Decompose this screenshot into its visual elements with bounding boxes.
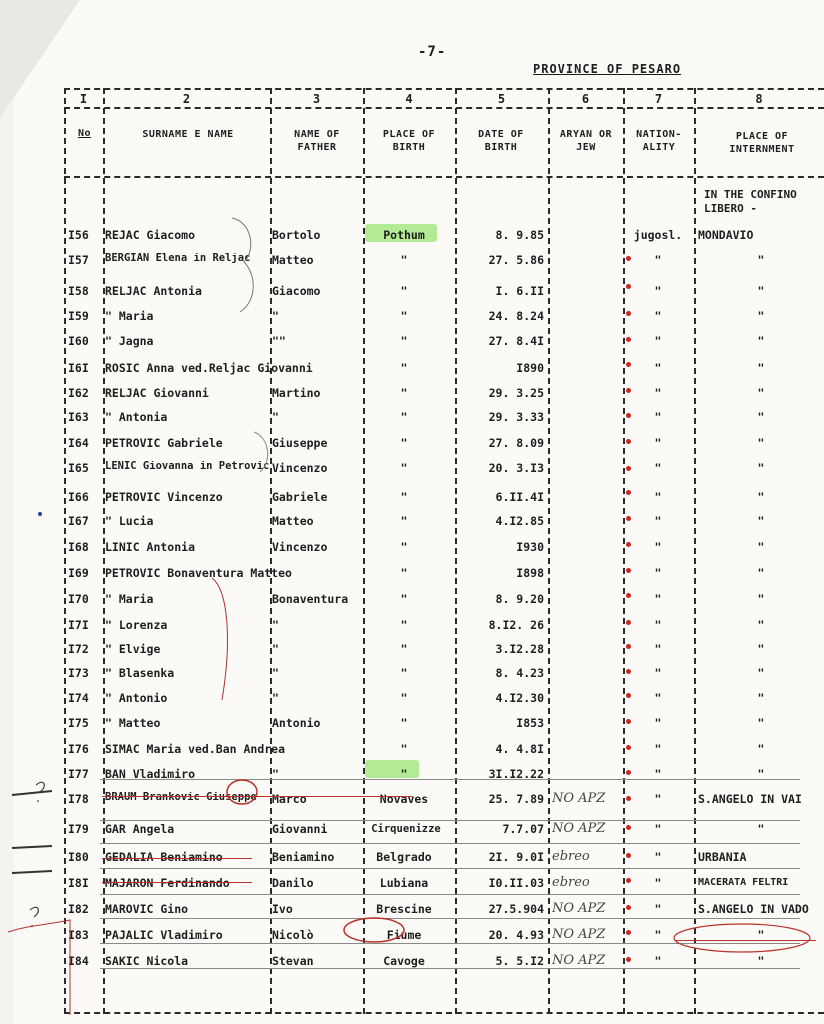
brace-mark	[212, 578, 227, 700]
row-internment: "	[757, 361, 765, 375]
header-internment: PLACE OF INTERNMENT	[729, 131, 795, 155]
row-name: BRAUM Brankovic Giuseppe	[105, 792, 257, 803]
row-birth-place: Novaves	[379, 792, 429, 806]
header-name: SURNAME E NAME	[142, 129, 234, 140]
row-internment: MONDAVIO	[698, 228, 754, 242]
row-internment: "	[757, 716, 765, 730]
row-birth-date: I0.II.03	[488, 876, 544, 890]
row-number: I60	[68, 334, 89, 348]
row-birth-place: Brescine	[376, 902, 432, 916]
row-name: " Antonio	[105, 691, 168, 705]
row-birth-place: "	[400, 618, 408, 632]
row-birth-date: 3.I2.28	[495, 642, 544, 656]
row-father: Giovanni	[272, 822, 328, 836]
row-birth-place: "	[400, 767, 408, 781]
row-number: I74	[68, 691, 89, 705]
row-nationality: "	[654, 334, 662, 348]
row-birth-place: "	[400, 566, 408, 580]
row-father: Bortolo	[272, 228, 321, 242]
row-name: GAR Angela	[105, 822, 175, 836]
row-nationality: "	[654, 954, 662, 968]
row-father: Gabriele	[272, 490, 328, 504]
row-nationality: "	[654, 618, 662, 632]
row-nationality: "	[654, 691, 662, 705]
row-name: LINIC Antonia	[105, 540, 196, 554]
row-number: I56	[68, 228, 89, 242]
bracket-mark	[8, 920, 70, 1015]
row-birth-place: Cirquenizze	[371, 823, 441, 835]
row-number: I62	[68, 386, 89, 400]
row-nationality: jugosl.	[633, 228, 683, 242]
row-number: I8I	[68, 876, 89, 890]
row-name: MAJARON Ferdinando	[105, 876, 230, 890]
row-birth-date: 6.II.4I	[495, 490, 544, 504]
row-name: REJAC Giacomo	[105, 228, 196, 242]
row-internment: "	[757, 954, 765, 968]
row-nationality: "	[654, 902, 662, 916]
row-birth-date: 29. 3.33	[488, 410, 544, 424]
row-birth-place: "	[400, 436, 408, 450]
row-number: I82	[68, 902, 89, 916]
row-number: I65	[68, 461, 89, 475]
row-number: I76	[68, 742, 89, 756]
column-number: 6	[581, 92, 590, 106]
row-birth-date: 8. 9.85	[495, 228, 544, 242]
row-birth-date: 7.7.07	[502, 822, 544, 836]
tick-mark	[12, 791, 52, 873]
row-birth-place: "	[400, 284, 408, 298]
row-number: I79	[68, 822, 89, 836]
circle-mark	[227, 780, 257, 804]
row-name: RELJAC Giovanni	[105, 386, 209, 400]
row-number: I7I	[68, 618, 89, 632]
row-nationality: "	[654, 461, 662, 475]
row-nationality: "	[654, 436, 662, 450]
row-name: BERGIAN Elena in Reljac	[105, 253, 251, 264]
row-internment: "	[757, 514, 765, 528]
row-name: " Lucia	[105, 514, 154, 528]
row-internment: "	[757, 928, 765, 942]
row-nationality: "	[654, 253, 662, 267]
province-title: PROVINCE OF PESARO	[533, 62, 682, 76]
row-father: Marco	[272, 792, 307, 806]
row-father: "	[272, 642, 279, 656]
row-internment: "	[757, 642, 765, 656]
row-aryan-or-jew: ebreo	[552, 875, 590, 890]
row-number: I67	[68, 514, 89, 528]
row-name: " Lorenza	[105, 618, 168, 632]
row-name: GEDALIA Beniamino	[105, 850, 223, 864]
row-birth-date: 25. 7.89	[488, 792, 544, 806]
row-birth-date: 2I. 9.0I	[488, 850, 544, 864]
header-aryan-or-jew: ARYAN OR JEW	[559, 129, 613, 153]
ink-dot	[38, 512, 42, 516]
row-birth-date: I890	[516, 361, 544, 375]
row-internment: S.ANGELO IN VADO	[698, 902, 809, 916]
column-number: 5	[497, 92, 506, 106]
row-name: MAROVIC Gino	[105, 902, 189, 916]
row-internment: "	[757, 334, 765, 348]
row-name: " Jagna	[105, 334, 154, 348]
row-father: Martino	[272, 386, 321, 400]
section-note: IN THE CONFINO LIBERO -	[704, 188, 797, 215]
row-birth-place: "	[400, 253, 408, 267]
row-birth-date: 8. 9.20	[495, 592, 544, 606]
row-birth-date: 5. 5.I2	[495, 954, 544, 968]
row-birth-date: 27. 8.09	[488, 436, 544, 450]
row-number: I78	[68, 792, 89, 806]
row-number: I80	[68, 850, 89, 864]
row-number: I70	[68, 592, 89, 606]
header-father: NAME OF FATHER	[294, 129, 340, 153]
header-no: No	[77, 128, 92, 139]
row-name: SAKIC Nicola	[105, 954, 189, 968]
row-nationality: "	[654, 540, 662, 554]
row-nationality: "	[654, 716, 662, 730]
row-father: "	[272, 410, 279, 424]
row-name: " Blasenka	[105, 666, 175, 680]
row-birth-date: 8.I2. 26	[488, 618, 544, 632]
row-internment: URBANIA	[698, 850, 747, 864]
row-name: " Maria	[105, 592, 154, 606]
row-birth-date: 27. 5.86	[488, 253, 544, 267]
row-birth-place: "	[400, 410, 408, 424]
row-father: Beniamino	[272, 850, 335, 864]
row-internment: "	[757, 592, 765, 606]
row-nationality: "	[654, 666, 662, 680]
row-birth-place: Pothum	[383, 228, 425, 242]
brace-mark	[254, 432, 268, 472]
row-number: I63	[68, 410, 89, 424]
row-nationality: "	[654, 490, 662, 504]
row-aryan-or-jew: ebreo	[552, 849, 590, 864]
row-birth-date: 3I.I2.22	[488, 767, 544, 781]
row-birth-date: 29. 3.25	[488, 386, 544, 400]
row-father: Nicolò	[272, 928, 314, 942]
row-birth-place: "	[400, 490, 408, 504]
row-nationality: "	[654, 566, 662, 580]
row-number: I58	[68, 284, 89, 298]
row-internment: "	[757, 253, 765, 267]
row-birth-date: I. 6.II	[495, 284, 544, 298]
row-internment: "	[757, 822, 765, 836]
row-father: Vincenzo	[272, 461, 328, 475]
row-father: Matteo	[272, 514, 314, 528]
row-name: " Matteo	[105, 716, 161, 730]
row-birth-place: "	[400, 334, 408, 348]
row-birth-date: 4.I2.30	[495, 691, 544, 705]
row-birth-date: 8. 4.23	[495, 666, 544, 680]
row-number: I66	[68, 490, 89, 504]
row-birth-place: Cavoge	[383, 954, 425, 968]
row-father: Giacomo	[272, 284, 321, 298]
row-name: PETROVIC Gabriele	[105, 436, 223, 450]
column-number: 4	[405, 92, 413, 106]
row-internment: "	[757, 540, 765, 554]
row-father: Giuseppe	[272, 436, 328, 450]
row-birth-place: "	[400, 514, 408, 528]
row-birth-place: "	[400, 386, 408, 400]
row-father: Ivo	[272, 902, 293, 916]
row-number: I77	[68, 767, 89, 781]
row-birth-place: "	[400, 461, 408, 475]
row-internment: "	[757, 386, 765, 400]
row-nationality: "	[654, 642, 662, 656]
row-birth-date: 24. 8.24	[488, 309, 544, 323]
row-name: RELJAC Antonia	[105, 284, 202, 298]
row-father: Vincenzo	[272, 540, 328, 554]
row-aryan-or-jew: NO APZ	[552, 821, 606, 836]
row-birth-date: 20. 3.I3	[488, 461, 544, 475]
header-birthdate: DATE OF BIRTH	[478, 129, 524, 153]
row-birth-date: I853	[516, 716, 544, 730]
row-number: I72	[68, 642, 89, 656]
row-internment: "	[757, 309, 765, 323]
row-birth-date: 27. 8.4I	[488, 334, 544, 348]
row-birth-place: "	[400, 361, 408, 375]
row-father: Danilo	[272, 876, 314, 890]
row-nationality: "	[654, 850, 662, 864]
row-internment: MACERATA FELTRI	[698, 877, 789, 888]
row-aryan-or-jew: NO APZ	[552, 953, 606, 968]
circle-mark	[674, 924, 810, 952]
row-birth-place: "	[400, 666, 408, 680]
row-birth-date: 4. 4.8I	[495, 742, 544, 756]
row-name: ROSIC Anna ved.Reljac Giovanni	[105, 361, 313, 375]
row-number: I68	[68, 540, 89, 554]
row-number: I59	[68, 309, 89, 323]
row-internment: "	[757, 666, 765, 680]
row-internment: "	[757, 767, 765, 781]
row-internment: "	[757, 284, 765, 298]
row-nationality: "	[654, 361, 662, 375]
row-aryan-or-jew: NO APZ	[552, 901, 606, 916]
page-number: -7-	[418, 44, 447, 60]
row-father: "	[272, 666, 279, 680]
row-nationality: "	[654, 309, 662, 323]
row-number: I84	[68, 954, 89, 968]
row-nationality: "	[654, 767, 662, 781]
row-number: I6I	[68, 361, 89, 375]
row-father: Matteo	[272, 253, 314, 267]
row-internment: "	[757, 461, 765, 475]
header-nationality: NATION- ALITY	[636, 129, 682, 153]
row-nationality: "	[654, 822, 662, 836]
row-name: LENIC Giovanna in Petrovic	[105, 461, 270, 472]
row-father: Bonaventura	[272, 592, 349, 606]
row-internment: "	[757, 490, 765, 504]
row-birth-place: Lubiana	[379, 876, 429, 890]
column-number: 7	[654, 92, 663, 106]
brace-mark	[232, 218, 253, 312]
row-aryan-or-jew: NO APZ	[552, 791, 606, 806]
row-nationality: "	[654, 514, 662, 528]
circle-mark	[344, 918, 404, 942]
row-birth-place: "	[400, 716, 408, 730]
row-father: ""	[272, 334, 286, 348]
row-nationality: "	[654, 410, 662, 424]
row-nationality: "	[654, 742, 662, 756]
row-birth-place: "	[400, 642, 408, 656]
row-name: PAJALIC Vladimiro	[105, 928, 223, 942]
row-father: "	[272, 618, 279, 632]
row-birth-date: I898	[516, 566, 544, 580]
row-birth-date: 4.I2.85	[495, 514, 544, 528]
row-name: PETROVIC Vincenzo	[105, 490, 223, 504]
row-name: " Antonia	[105, 410, 168, 424]
row-nationality: "	[654, 928, 662, 942]
row-internment: "	[757, 742, 765, 756]
row-internment: S.ANGELO IN VAI	[698, 792, 802, 806]
row-nationality: "	[654, 876, 662, 890]
header-birthplace: PLACE OF BIRTH	[382, 129, 436, 153]
row-father: Antonio	[272, 716, 321, 730]
row-nationality: "	[654, 592, 662, 606]
row-number: I83	[68, 928, 89, 942]
row-number: I73	[68, 666, 89, 680]
row-number: I64	[68, 436, 89, 450]
row-birth-date: I930	[516, 540, 544, 554]
row-birth-place: "	[400, 691, 408, 705]
row-internment: "	[757, 410, 765, 424]
row-number: I57	[68, 253, 89, 267]
row-birth-place: Fiume	[386, 928, 422, 942]
column-number: I	[79, 92, 88, 106]
row-internment: "	[757, 436, 765, 450]
row-aryan-or-jew: NO APZ	[552, 927, 606, 942]
column-number: 3	[312, 92, 321, 106]
column-number: 2	[182, 92, 191, 106]
row-internment: "	[757, 618, 765, 632]
row-number: I69	[68, 566, 89, 580]
row-birth-place: "	[400, 309, 408, 323]
row-name: " Elvige	[105, 642, 161, 656]
row-nationality: "	[654, 284, 662, 298]
column-number: 8	[755, 92, 763, 106]
row-father: "	[272, 691, 279, 705]
row-name: PETROVIC Bonaventura Matteo	[105, 566, 292, 580]
question-mark	[30, 907, 38, 927]
row-birth-place: Belgrado	[376, 850, 432, 864]
row-birth-date: 20. 4.93	[488, 928, 544, 942]
row-name: " Maria	[105, 309, 154, 323]
row-birth-place: "	[400, 540, 408, 554]
row-number: I75	[68, 716, 89, 730]
row-father: Stevan	[272, 954, 314, 968]
row-internment: "	[757, 691, 765, 705]
row-internment: "	[757, 566, 765, 580]
row-father: "	[272, 767, 279, 781]
row-father: "	[272, 309, 279, 323]
row-birth-place: "	[400, 742, 408, 756]
row-name: SIMAC Maria ved.Ban Andrea	[105, 742, 286, 756]
row-nationality: "	[654, 792, 662, 806]
row-nationality: "	[654, 386, 662, 400]
row-birth-date: 27.5.904	[488, 902, 544, 916]
row-name: BAN Vladimiro	[105, 767, 196, 781]
row-birth-place: "	[400, 592, 408, 606]
